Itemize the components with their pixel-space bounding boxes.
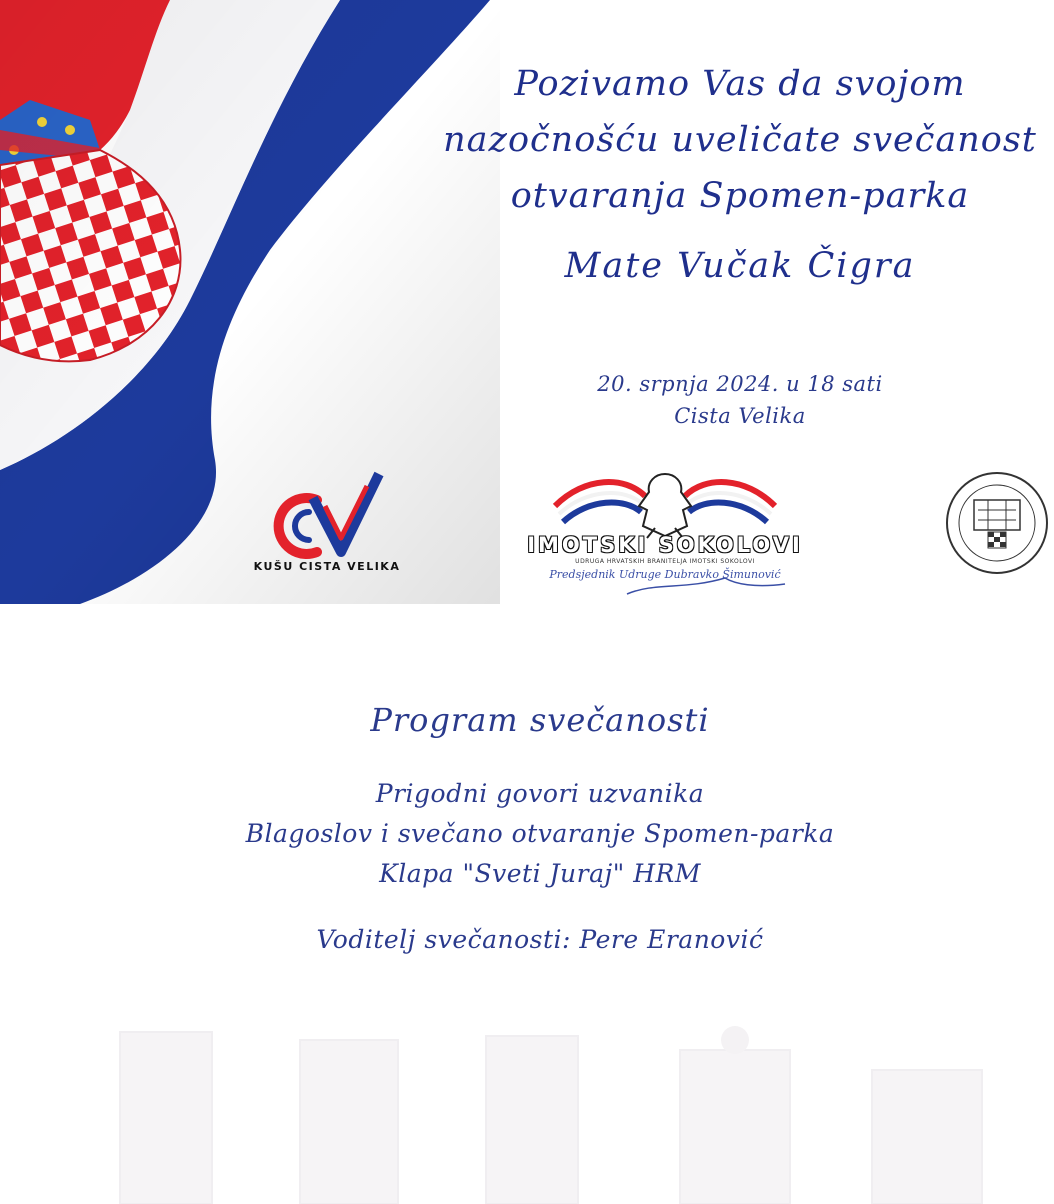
program-host: Voditelj svečanosti: Pere Eranović (316, 925, 764, 954)
program-title: Program svečanosti (370, 701, 710, 739)
event-place: Cista Velika (674, 404, 806, 428)
honoree-name: Mate Vučak Čigra (564, 246, 916, 286)
program-item: Blagoslov i svečano otvaranje Spomen-parka (245, 819, 835, 848)
invitation-text (430, 56, 1050, 294)
invitation-line-1: Pozivamo Vas da svojom (514, 64, 966, 104)
program-item: Klapa "Sveti Juraj" HRM (379, 859, 701, 888)
event-details (520, 368, 960, 432)
program-section (0, 690, 1054, 960)
sokolovi-title: IMOTSKI SOKOLOVI (527, 533, 803, 557)
veterans-seal-icon (944, 470, 1050, 576)
kusu-caption: KUŠU CISTA VELIKA (253, 560, 401, 573)
croatian-flag-icon (0, 0, 500, 604)
invitation-line-2: nazočnošću uveličate svečanost (443, 120, 1037, 160)
program-items (0, 774, 1054, 894)
sokolovi-subtitle: UDRUGA HRVATSKIH BRANITELJA IMOTSKI SOKOLOVI (575, 558, 755, 565)
program-item: Prigodni govori uzvanika (375, 779, 705, 808)
faded-park-background (0, 1010, 1054, 1204)
president-signature-line: Predsjednik Udruge Dubravko Šimunović (549, 568, 781, 581)
event-date-time: 20. srpnja 2024. u 18 sati (597, 372, 883, 396)
invitation-line-3: otvaranja Spomen-parka (510, 176, 970, 216)
